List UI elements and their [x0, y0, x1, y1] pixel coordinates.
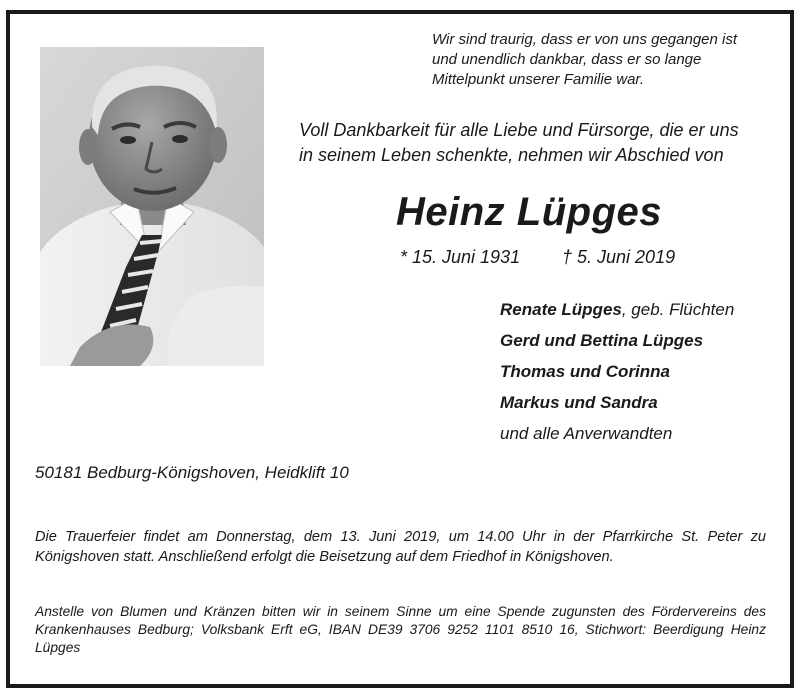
mourner-name: Gerd und Bettina Lüpges: [500, 331, 704, 350]
death-date: † 5. Juni 2019: [562, 247, 676, 267]
birth-date: * 15. Juni 1931: [400, 247, 521, 267]
intro-line: in seinem Leben schenkte, nehmen wir Abschied von: [299, 145, 724, 165]
mourner-name: Renate Lüpges: [500, 300, 622, 319]
donation-request: Anstelle von Blumen und Kränzen bitten wir in seinem Sinne um eine Spende zugunsten des Fördervereins des Krankenhauses Bedburg; Volksbank Erft eG, IBAN DE39 3706 9252 1101 8510 16, Stichwort: Beerdigung Heinz Lüpges: [35, 604, 766, 655]
mourner-suffix: und alle Anverwandten: [500, 424, 673, 443]
mourner-suffix: , geb. Flüchten: [621, 300, 735, 319]
mourner-entry: [500, 359, 790, 390]
mourner-entry: [500, 328, 790, 359]
mourner-entry: [500, 390, 790, 421]
portrait-photo: [40, 47, 264, 366]
deceased-name: Heinz Lüpges: [396, 190, 663, 234]
memorial-quote: [432, 30, 782, 90]
funeral-service-info: Die Trauerfeier findet am Donnerstag, dem 13. Juni 2019, um 14.00 Uhr in der Pfarrkirche St. Peter zu Königshoven statt. Anschließend erfolgt die Beisetzung auf dem Friedhof in Königshoven.: [35, 529, 766, 565]
quote-line: und unendlich dankbar, dass er so lange: [432, 51, 702, 68]
mourners-list: [500, 297, 790, 452]
farewell-intro: [299, 118, 779, 168]
quote-line: Wir sind traurig, dass er von uns gegangen ist: [432, 31, 738, 48]
family-address: 50181 Bedburg-Königshoven, Heidklift 10: [35, 463, 349, 482]
mourner-name: Markus und Sandra: [500, 393, 658, 412]
mourner-name: Thomas und Corinna: [500, 362, 670, 381]
intro-line: Voll Dankbarkeit für alle Liebe und Fürsorge, die er uns: [299, 120, 739, 140]
quote-line: Mittelpunkt unserer Familie war.: [432, 71, 645, 88]
mourner-entry: [500, 421, 790, 452]
mourner-entry: [500, 297, 790, 328]
